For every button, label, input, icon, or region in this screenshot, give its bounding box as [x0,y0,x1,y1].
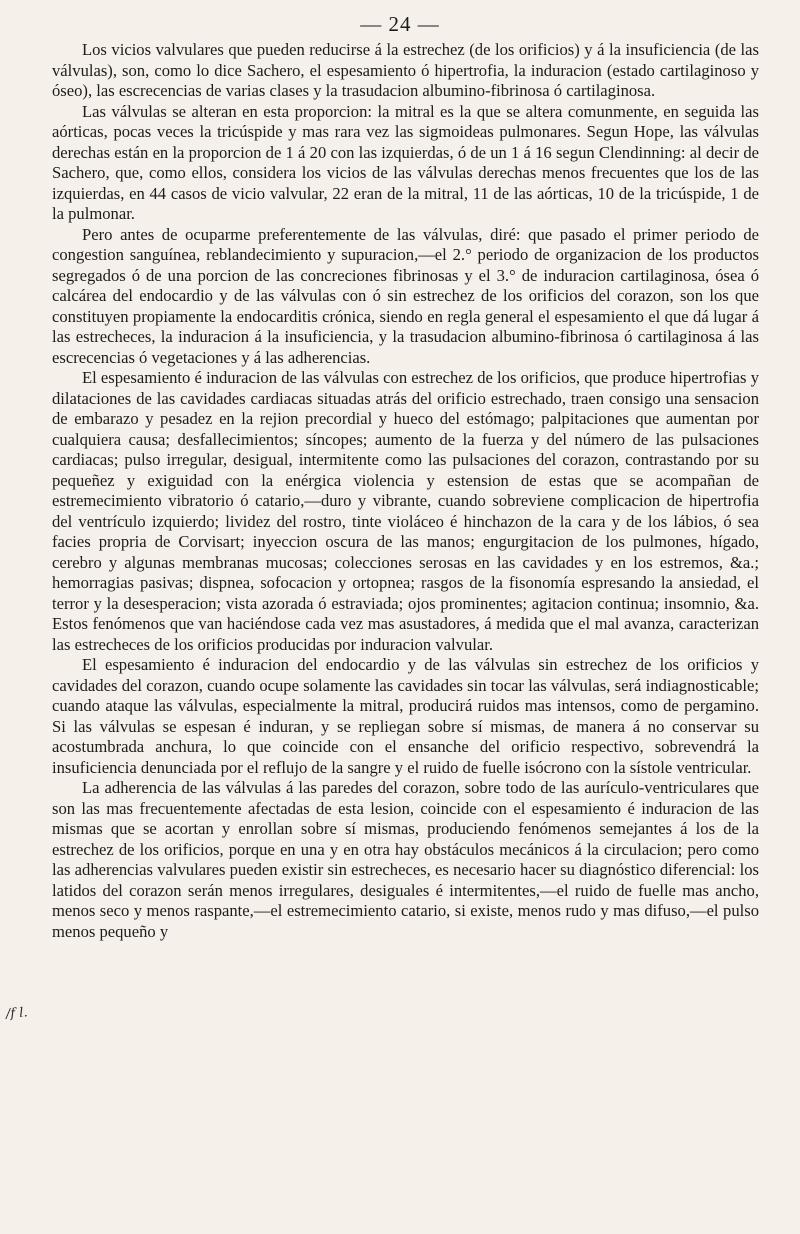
paragraph-valve-defects: Los vicios valvulares que pueden reducirse á la estrechez (de los orificios) y á la insuficiencia (de las válvulas), son, como lo dice Sachero, el espesamiento ó hipertrofia, la induracion (estado cartilaginoso y óseo), las escrecencias de varias clases y la trasudacion albumino-fibrinosa ó cartilaginosa. [52,40,759,100]
paragraph-insufficiency: El espesamiento é induracion del endocardio y de las válvulas sin estrechez de los orificios y cavidades del corazon, cuando ocupe solamente las cavidades sin tocar las válvulas, será indiagnosticable; cuando ataque las válvulas, especialmente la mitral, producirá ruidos mas intensos, como de pergamino. Si las válvulas se espesan é induran, y se repliegan sobre sí mismas, de manera á no conservar su acostumbrada anchura, lo que coincide con el ensanche del orificio respectivo, sobrevendrá la insuficiencia denunciada por el reflujo de la sangre y el ruido de fuelle isócrono con la sístole ventricular. [52,655,759,777]
body-text [52,40,759,942]
paragraph-adherence: La adherencia de las válvulas á las paredes del corazon, sobre todo de las aurículo-ventriculares que son las mas frecuentemente afectadas de esta lesion, coincide con el espesamiento é induracion de las mismas que se acortan y enrollan sobre sí mismas, produciendo fenómenos semejantes á los de la estrechez de los orificios, porque en una y en otra hay obstáculos mecánicos á la circulacion; pero como las adherencias valvulares pueden existir sin estrecheces, es necesario hacer su diagnóstico diferencial: los latidos del corazon serán menos irregulares, desiguales é intermitentes,—el ruido de fuelle mas ancho, menos seco y menos raspante,—el estremecimiento catario, si existe, menos rudo y mas difuso,—el pulso menos pequeño y [52,778,759,941]
paragraph-chronic-endocarditis: Pero antes de ocuparme preferentemente de las válvulas, diré: que pasado el primer periodo de congestion sanguínea, reblandecimiento y supuracion,—el 2.° periodo de organizacion de los productos segregados ó de una porcion de las concreciones fibrinosas y el 3.° de induracion cartilaginosa, ósea ó calcárea del endocardio y de las válvulas con ó sin estrechez de los orificios del corazon, son los que constituyen propiamente la endocarditis crónica, siendo en regla general el espesamiento el que dá lugar á las estrecheces, la induracion á la insuficiencia, y la trasudacion albumino-fibrinosa ó cartilaginosa á las escrecencias ó vegetaciones y á las adherencias. [52,224,759,367]
paragraph-valve-frequency: Las válvulas se alteran en esta proporcion: la mitral es la que se altera comunmente, en seguida las aórticas, pocas veces la tricúspide y mas rara vez las sigmoideas pulmonares. Segun Hope, las válvulas derechas están en la proporcion de 1 á 20 con las izquierdas, ó de un 1 á 16 segun Clendinning: al decir de Sachero, que, como ellos, considera los vicios de las válvulas derechas menos frecuentes que los de las izquierdas, en 44 casos de vicio valvular, 22 eran de la mitral, 11 de las aórticas, 10 de la tricúspide, 1 de la pulmonar. [52,101,759,223]
handwritten-margin-note: /f l. [5,1005,29,1022]
page-number: — 24 — [360,12,440,36]
paragraph-stenosis-symptoms: El espesamiento é induracion de las válvulas con estrechez de los orificios, que produce hipertrofias y dilataciones de las cavidades cardiacas situadas atrás del orificio estrechado, traen consigo una sensacion de embarazo y pesadez en la rejion precordial y hueco del estómago; palpitaciones que aumentan por cualquiera causa; desfallecimientos; síncopes; aumento de la fuerza y del número de las pulsaciones cardiacas; pulso irregular, desigual, intermitente como las pulsaciones del corazon, contrastando por su pequeñez y exiguidad con la enérgica violencia y estension de estas que se acompañan de estremecimiento vibratorio ó catario,—duro y vibrante, cuando sobreviene complicacion de hipertrofia del ventrículo izquierdo; lividez del rostro, tinte violáceo é hinchazon de la cara y de los lábios, ó sea facies propria de Corvisart; inyeccion oscura de las manos; engurgitacion de los pulmones, hígado, cerebro y algunas membranas mucosas; colecciones serosas en las cavidades y en los estremos, &a.; hemorragias pasivas; dispnea, sofocacion y ortopnea; rasgos de la fisonomía espresando la ansiedad, el terror y la desesperacion; vista azorada ó estraviada; ojos prominentes; agitacion continua; insomnio, &a. Estos fenómenos que van haciéndose cada vez mas asustadores, á medida que el mal avanza, caracterizan las estrecheces de los orificios producidas por induracion valvular. [52,368,759,654]
